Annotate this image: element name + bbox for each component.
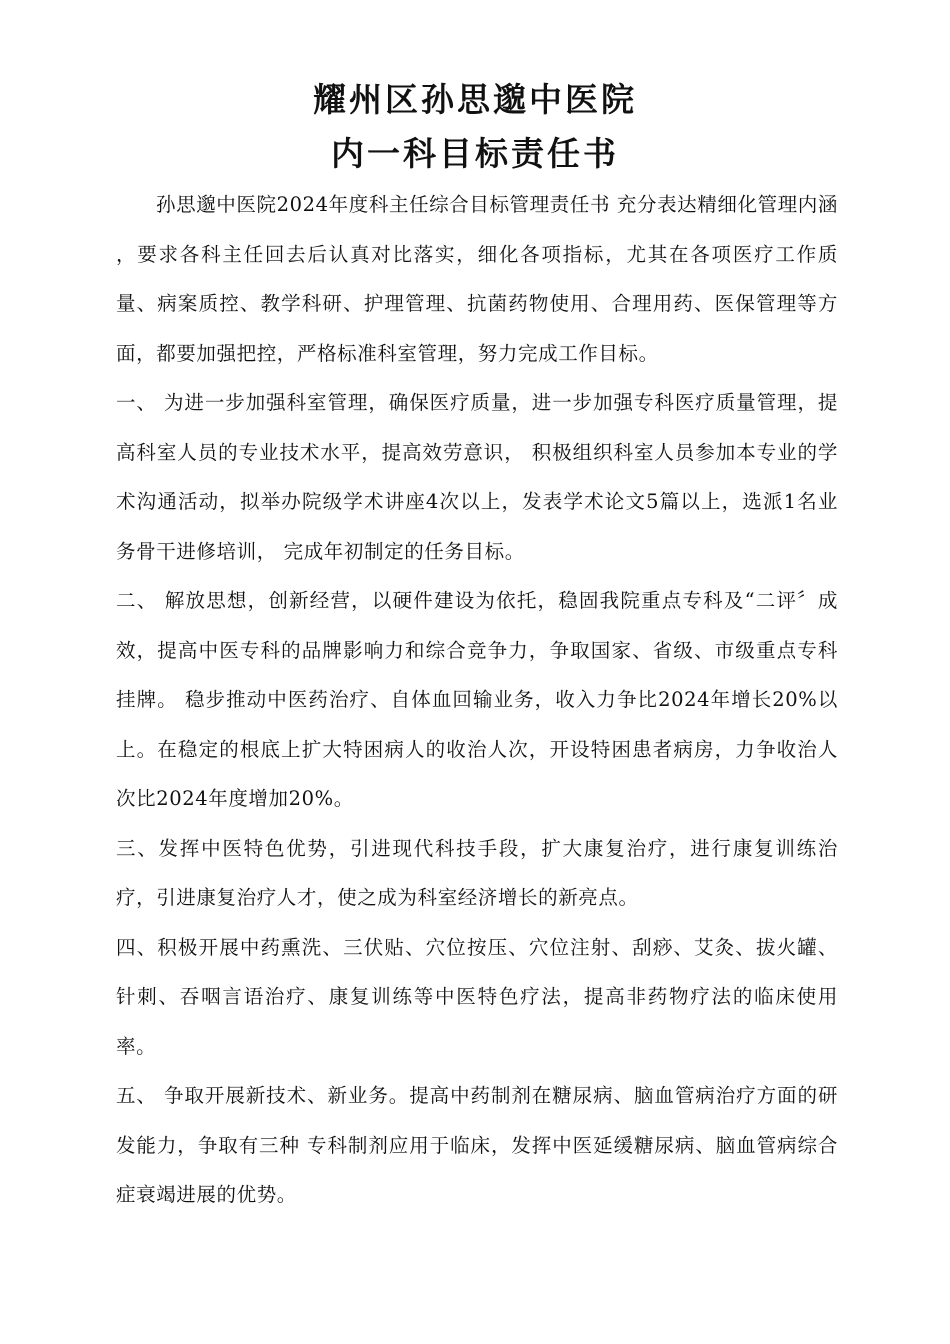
item-paragraph-3: 三、发挥中医特色优势，引进现代科技手段，扩大康复治疗，进行康复训练治疗，引进康复治疗人才，使之成为科室经济增长的新亮点。 — [116, 836, 838, 909]
intro-paragraph: 孙思邈中医院2024年度科主任综合目标管理责任书 充分表达精细化管理内涵 ，要求各科主任回去后认真对比落实，细化各项指标，尤其在各项医疗工作质量、病案质控、教学科研、护理管理、抗菌药物使用、合理用药、医保管理等方面，都要加强把控，严格标准科室管理，努力完成工作目标。 — [116, 193, 838, 365]
document-title: 耀州区孙思邈中医院 — [313, 80, 637, 119]
document-subtitle: 内一科目标责任书 — [331, 134, 619, 173]
item-paragraph-2: 二、 解放思想，创新经营，以硬件建设为依托，稳固我院重点专科及“二评〞成效，提高中医专科的品牌影响力和综合竞争力，争取国家、省级、市级重点专科挂牌。 稳步推动中医药治疗、自体血回输业务，收入力争比2024年增长20%以上。在稳定的根底上扩大特困病人的收治人次，开设特困患者病房，力争收治人次比2024年度增加20%。 — [116, 589, 838, 810]
item-paragraph-5: 五、 争取开展新技术、新业务。提高中药制剂在糖尿病、脑血管病治疗方面的研发能力，争取有三种 专科制剂应用于临床，发挥中医延缓糖尿病、脑血管病综合症衰竭进展的优势。 — [116, 1084, 838, 1206]
item-paragraph-4: 四、积极开展中药熏洗、三伏贴、穴位按压、穴位注射、刮痧、艾灸、拔火罐、针刺、吞咽言语治疗、康复训练等中医特色疗法，提高非药物疗法的临床使用率。 — [116, 935, 838, 1058]
document-body — [116, 180, 838, 1220]
item-paragraph-1: 一、 为进一步加强科室管理，确保医疗质量，进一步加强专科医疗质量管理，提高科室人员的专业技术水平，提高效劳意识， 积极组织科室人员参加本专业的学术沟通活动，拟举办院级学术讲座4次以上，发表学术论文5篇以上，选派1名业务骨干进修培训， 完成年初制定的任务目标。 — [116, 391, 838, 563]
